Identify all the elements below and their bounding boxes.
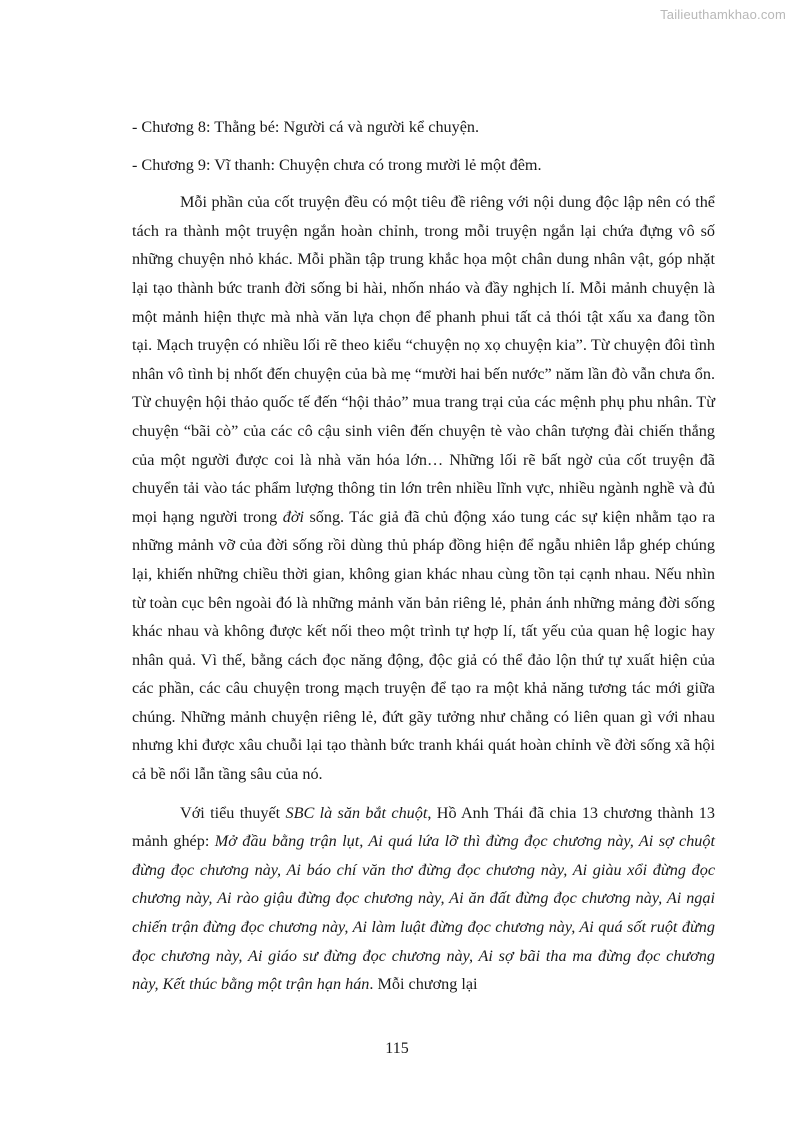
paragraph-plot-fragments	[132, 188, 715, 788]
chapter-9-line: - Chương 9: Vĩ thanh: Chuyện chưa có trong mười lẻ một đêm.	[132, 155, 542, 174]
paragraph-2-text-a: Với tiểu thuyết	[180, 803, 286, 822]
chapter-title-list: Mở đầu bằng trận lụt, Ai quá lứa lỡ thì đừng đọc chương này, Ai sợ chuột đừng đọc chương này, Ai báo chí văn thơ đừng đọc chương này, Ai giàu xổi đừng đọc chương này, Ai rào giậu đừng đọc chương này, Ai ăn đất đừng đọc chương này, Ai ngại chiến trận đừng đọc chương này, Ai làm luật đừng đọc chương này, Ai quá sốt ruột đừng đọc chương này, Ai giáo sư đừng đọc chương này, Ai sợ bãi tha ma đừng đọc chương này, Kết thúc bằng một trận hạn hán	[132, 832, 715, 994]
page-number: 115	[385, 1040, 409, 1057]
paragraph-sbc-chapters	[132, 799, 715, 999]
paragraph-2-text-c: . Mỗi chương lại	[369, 975, 478, 994]
paragraph-1-text-b: sống. Tác giả đã chủ động xáo tung các sự kiện nhằm tạo ra những mảnh vỡ của đời sống rồi dùng thủ pháp đồng hiện để ngẫu nhiên lắp ghép chúng lại, khiến những chiều thời gian, không gian khác nhau cùng tồn tại cạnh nhau. Nếu nhìn từ toàn cục bên ngoài đó là những mảnh văn bản riêng lẻ, phản ánh những mảng đời sống khác nhau và không được kết nối theo một trình tự hợp lí, tất yếu của quan hệ logic hay nhân quả. Vì thế, bằng cách đọc năng động, độc giả có thể đảo lộn thứ tự xuất hiện của các phần, các câu chuyện trong mạch truyện để tạo ra một khả năng tương tác mới giữa chúng. Những mảnh chuyện riêng lẻ, đứt gãy tưởng như chẳng có liên quan gì với nhau nhưng khi được xâu chuỗi lại tạo thành bức tranh khái quát hoàn chỉnh về đời sống xã hội cả bề nổi lẫn tầng sâu của nó.	[132, 507, 716, 784]
paragraph-1-text-a: Mỗi phần của cốt truyện đều có một tiêu đề riêng với nội dung độc lập nên có thể tách ra thành một truyện ngắn hoàn chỉnh, trong mỗi truyện ngắn lại chứa đựng vô số những chuyện nhỏ khác. Mỗi phần tập trung khắc họa một chân dung nhân vật, góp nhặt lại tạo thành bức tranh đời sống bi hài, nhốn nháo và đầy nghịch lí. Mỗi mảnh chuyện là một mảnh hiện thực mà nhà văn lựa chọn để phanh phui tất cả thói tật xấu xa đang tồn tại. Mạch truyện có nhiều lối rẽ theo kiểu “chuyện nọ xọ chuyện kia”. Từ chuyện đôi tình nhân vô tình bị nhốt đến chuyện của bà mẹ “mười hai bến nước” năm lần đò vẫn chưa ổn. Từ chuyện hội thảo quốc tế đến “hội thảo” mua trang trại của các mệnh phụ phu nhân. Từ chuyện “bãi cò” của các cô cậu sinh viên đến chuyện tè vào chân tượng đài chiến thắng của một người được coi là nhà văn hóa lớn… Những lối rẽ bất ngờ của cốt truyện đã chuyển tải vào tác phẩm lượng thông tin lớn trên nhiều lĩnh vực, nhiều ngành nghề và đủ mọi hạng người trong	[132, 193, 715, 526]
chapter-8-line: - Chương 8: Thằng bé: Người cá và người kể chuyện.	[132, 118, 480, 136]
paragraph-1-italic-word: đời	[282, 507, 304, 526]
paragraph-2-text-b: , Hồ Anh Thái đã chia 13 chương thành 13 mảnh ghép:	[132, 803, 715, 851]
page-body	[132, 113, 715, 999]
watermark: Tailieuthamkhao.com	[660, 7, 786, 22]
novel-title: SBC là săn bắt chuột	[285, 803, 428, 822]
